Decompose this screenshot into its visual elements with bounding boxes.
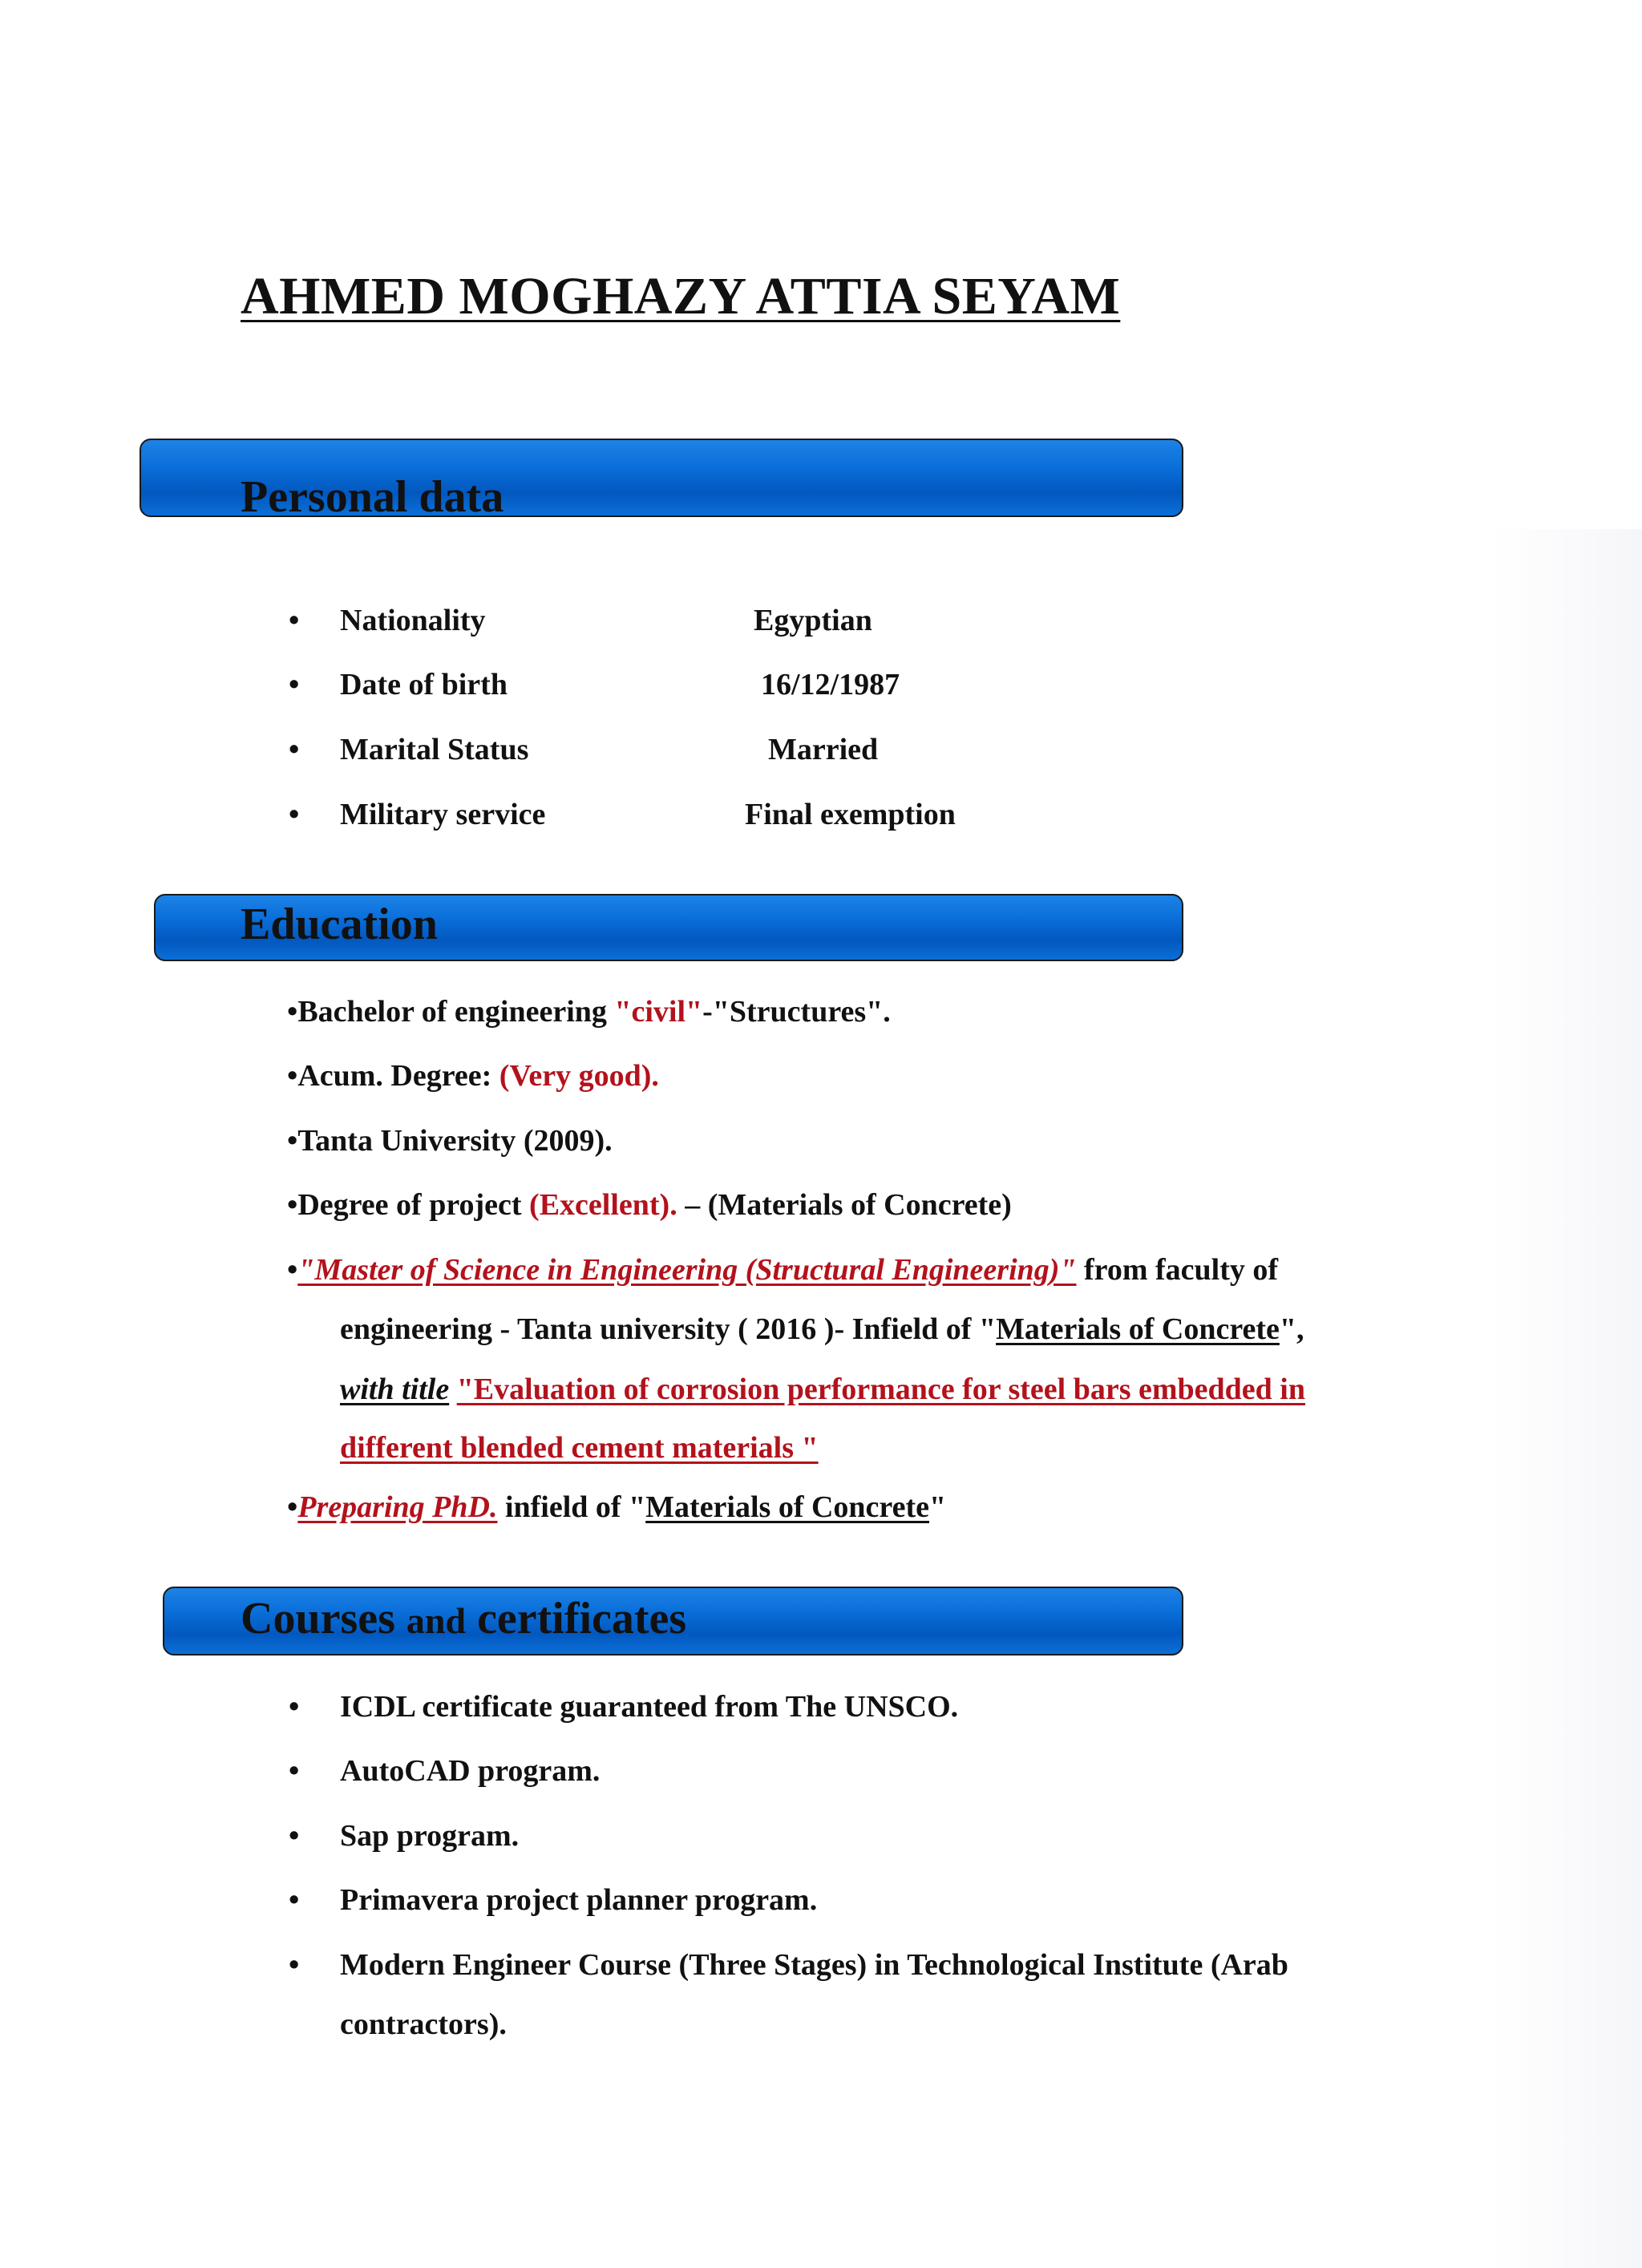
courses-title-c: certificates	[477, 1594, 687, 1643]
bullet: •	[289, 798, 300, 831]
education-text: ",	[1279, 1312, 1304, 1346]
education-item-university	[287, 1123, 613, 1158]
education-text: infield of "	[497, 1490, 646, 1524]
phd-field: Materials of Concrete	[645, 1490, 929, 1524]
course-text: Primavera project planner program.	[340, 1883, 818, 1917]
phd-title: Preparing PhD.	[297, 1490, 498, 1524]
master-degree-title: "Master of Science in Engineering (Structural Engineering)"	[297, 1253, 1077, 1287]
bullet: •	[289, 733, 300, 766]
master-field: Materials of Concrete	[996, 1312, 1280, 1346]
education-text: from faculty of	[1076, 1253, 1279, 1287]
education-item-bachelor	[287, 994, 891, 1029]
bullet: •	[289, 1819, 300, 1853]
course-text: contractors).	[340, 2007, 507, 2041]
section-title-courses	[241, 1593, 686, 1644]
personal-label: Military service	[340, 798, 546, 831]
education-highlight: (Very good).	[499, 1059, 659, 1093]
education-highlight: (Excellent).	[529, 1188, 677, 1222]
course-text: Sap program.	[340, 1819, 520, 1853]
section-title-personal: Personal data	[241, 472, 504, 522]
course-text: Modern Engineer Course (Three Stages) in Technological Institute (Arab	[340, 1948, 1288, 1982]
bullet: •	[287, 1059, 298, 1093]
education-text: Tanta University (2009).	[297, 1124, 613, 1158]
education-item-master	[287, 1252, 1278, 1288]
bullet: •	[289, 604, 300, 637]
thesis-title-cont: different blended cement materials "	[340, 1431, 819, 1465]
personal-label: Date of birth	[340, 668, 508, 701]
bullet: •	[287, 1188, 298, 1222]
personal-value: Egyptian	[754, 604, 872, 637]
bullet: •	[289, 1690, 300, 1724]
bullet: •	[287, 1490, 298, 1524]
bullet: •	[289, 1754, 300, 1788]
bullet: •	[289, 1948, 300, 1982]
master-with-title: with title	[340, 1373, 450, 1406]
education-text: "	[929, 1490, 947, 1524]
page-shade	[1490, 529, 1642, 2268]
personal-value: Married	[768, 733, 879, 766]
bullet: •	[287, 1253, 298, 1287]
education-item-project	[287, 1187, 1012, 1223]
education-master-line-4	[340, 1430, 819, 1466]
personal-label: Nationality	[340, 604, 486, 637]
bullet: •	[287, 995, 298, 1029]
education-master-line-2	[340, 1312, 1304, 1347]
courses-title-b: and	[406, 1600, 467, 1641]
education-text: -"Structures".	[702, 995, 891, 1029]
bullet: •	[289, 668, 300, 701]
course-text: ICDL certificate guaranteed from The UNSCO.	[340, 1690, 959, 1724]
bullet: •	[287, 1124, 298, 1158]
thesis-title: "Evaluation of corrosion performance for steel bars embedded in	[456, 1373, 1305, 1406]
education-item-degree	[287, 1058, 659, 1094]
education-highlight: "civil"	[614, 995, 703, 1029]
education-text: engineering - Tanta university ( 2016 )- Infield of "	[340, 1312, 997, 1346]
courses-title-a: Courses	[241, 1594, 395, 1643]
personal-value: 16/12/1987	[761, 668, 900, 701]
section-title-education: Education	[241, 900, 438, 949]
bullet: •	[289, 1883, 300, 1917]
course-text: AutoCAD program.	[340, 1754, 601, 1788]
education-text: Degree of project	[297, 1188, 530, 1222]
resume-name: AHMED MOGHAZY ATTIA SEYAM	[241, 267, 1121, 325]
education-item-phd	[287, 1490, 946, 1525]
education-master-line-3	[340, 1372, 1305, 1407]
personal-value: Final exemption	[745, 798, 956, 831]
education-text: Bachelor of engineering	[297, 995, 615, 1029]
personal-label: Marital Status	[340, 733, 529, 766]
education-text: – (Materials of Concrete)	[677, 1188, 1012, 1222]
education-text: Acum. Degree:	[297, 1059, 499, 1093]
